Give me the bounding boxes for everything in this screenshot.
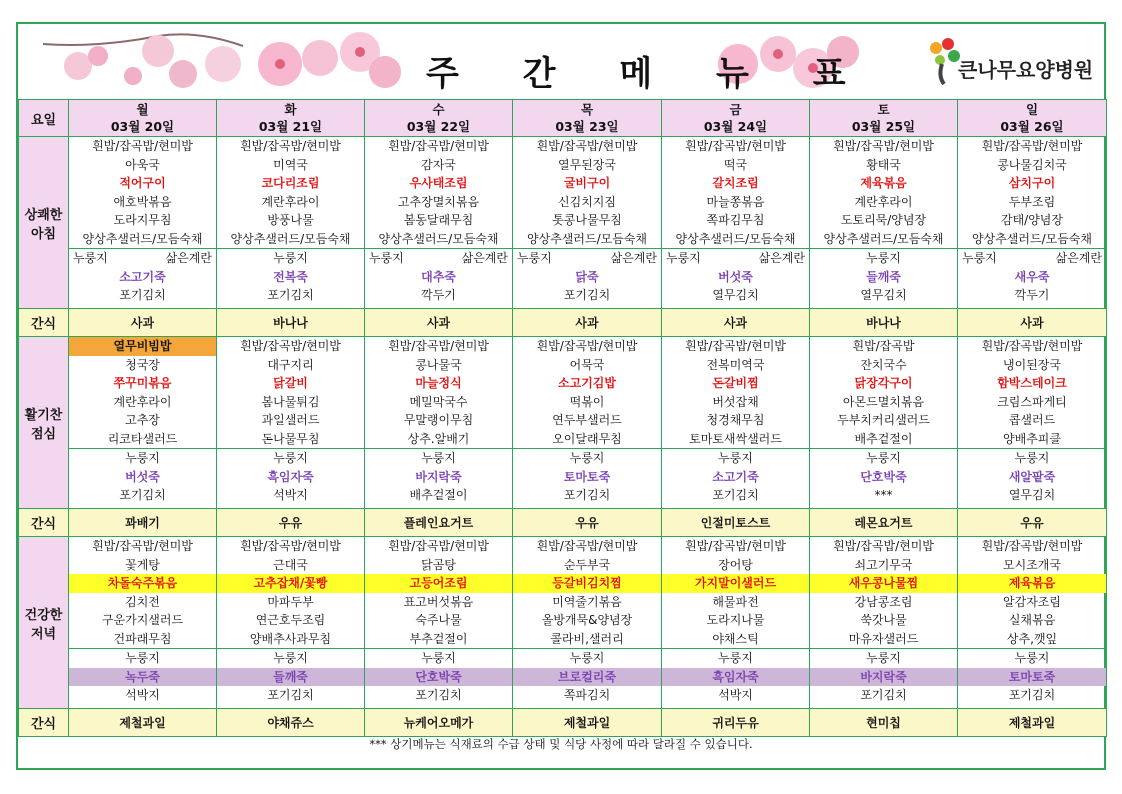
menu-item: 떡국 xyxy=(723,157,748,172)
porridge: 브로컬리죽 xyxy=(513,668,661,687)
menu-item-main: 고등어조림 xyxy=(365,574,512,593)
day-label: 요일 xyxy=(19,100,69,137)
dinner-cell xyxy=(513,537,662,709)
kimchi: 포기김치 xyxy=(119,488,166,502)
porridge: 버섯죽 xyxy=(125,469,160,484)
snack-cell: 우유 xyxy=(513,509,662,537)
porridge: 흑임자죽 xyxy=(662,668,809,687)
menu-item: 메밀막국수 xyxy=(409,394,468,409)
menu-item: 황태국 xyxy=(866,157,901,172)
menu-item: 마유자샐러드 xyxy=(848,631,919,646)
alt-line: 누룽지 xyxy=(958,648,1106,668)
menu-item-main: 차돌숙주볶음 xyxy=(69,574,216,593)
day-name: 화 xyxy=(284,102,297,117)
porridge: 흑임자죽 xyxy=(267,469,314,484)
snack-cell: 제철과일 xyxy=(69,709,217,737)
day-name: 목 xyxy=(580,102,594,117)
day-date: 03월 23일 xyxy=(555,119,619,134)
menu-item: 흰밥/잡곡밥/현미밥 xyxy=(685,539,786,553)
breakfast-row xyxy=(19,137,1107,309)
kimchi: 열무김치 xyxy=(1008,488,1056,502)
menu-item: 고추장멸치볶음 xyxy=(397,194,480,209)
breakfast-cell xyxy=(958,137,1107,309)
snack-cell: 인절미토스트 xyxy=(662,509,810,537)
lunch-cell xyxy=(217,337,365,509)
tree-logo-icon xyxy=(926,36,962,86)
menu-item-main: 소고기김밥 xyxy=(558,376,616,390)
day-header xyxy=(217,100,365,137)
kimchi: 석박지 xyxy=(125,688,160,702)
kimchi: 열무김치 xyxy=(712,288,759,302)
menu-item-main: 고추잡채/꽃빵 xyxy=(217,574,364,593)
menu-item: 잔치국수 xyxy=(860,357,907,372)
kimchi: 포기김치 xyxy=(267,288,314,302)
day-header xyxy=(513,100,662,137)
menu-item: 해물파전 xyxy=(712,594,759,609)
day-name: 금 xyxy=(729,102,742,117)
menu-item: 미역국 xyxy=(273,157,308,172)
alt-line: 누룽지 xyxy=(662,648,809,668)
porridge: 단호박죽 xyxy=(365,668,512,687)
menu-item: 콩나물국 xyxy=(415,357,462,372)
menu-item: 신김치지짐 xyxy=(558,194,616,209)
menu-item-main: 돈갈비찜 xyxy=(712,376,759,390)
page-title: 주 간 메 뉴 표 xyxy=(426,54,872,94)
kimchi: 포기김치 xyxy=(563,288,611,302)
kimchi: 포기김치 xyxy=(563,488,611,502)
menu-item: 톳콩나물무침 xyxy=(552,213,622,227)
menu-item: 청국장 xyxy=(125,357,160,372)
menu-item: 양배추사과무침 xyxy=(249,631,332,646)
alt-line: 누룽지 삶은계란 xyxy=(365,248,512,268)
breakfast-cell xyxy=(513,137,662,309)
menu-item: 무말랭이무침 xyxy=(403,413,474,427)
menu-item: 방풍나물 xyxy=(267,213,314,227)
menu-item: 부추겉절이 xyxy=(409,631,468,646)
alt-line: 누룽지 xyxy=(810,648,957,668)
menu-item: 마파두부 xyxy=(267,594,314,609)
breakfast-cell xyxy=(810,137,958,309)
day-name: 수 xyxy=(432,102,445,117)
day-header-row xyxy=(19,100,1107,137)
day-date: 03월 22일 xyxy=(406,119,471,134)
menu-item: 알감자조림 xyxy=(1003,594,1061,609)
porridge: 소고기죽 xyxy=(119,269,166,284)
menu-item: 두부조림 xyxy=(1008,194,1056,209)
menu-item: 흰밥/잡곡밥/현미밥 xyxy=(240,539,341,553)
alt-line: 누룽지 xyxy=(365,648,512,668)
dinner-row xyxy=(19,537,1107,709)
porridge: 바지락죽 xyxy=(415,469,462,484)
kimchi: 열무김치 xyxy=(860,288,907,302)
dinner-cell xyxy=(662,537,810,709)
menu-item: 흰밥/잡곡밥/현미밥 xyxy=(388,139,489,153)
porridge: 녹두죽 xyxy=(69,668,216,687)
breakfast-cell xyxy=(217,137,365,309)
menu-item: 오이달래무침 xyxy=(552,431,622,446)
menu-item-main: 마늘정식 xyxy=(415,376,462,390)
porridge: 버섯죽 xyxy=(718,269,753,284)
menu-item: 과일샐러드 xyxy=(261,413,320,427)
breakfast-cell xyxy=(69,137,217,309)
menu-item-main: 쭈꾸미볶음 xyxy=(113,376,172,390)
kimchi: *** xyxy=(874,488,893,502)
snack-cell: 바나나 xyxy=(217,309,365,337)
menu-item: 미역줄기볶음 xyxy=(552,594,622,609)
porridge: 단호박죽 xyxy=(860,469,907,484)
kimchi: 쪽파김치 xyxy=(563,688,611,702)
porridge: 토마토죽 xyxy=(563,469,611,484)
day-date: 03월 24일 xyxy=(703,119,768,134)
menu-item: 애호박볶음 xyxy=(113,194,172,209)
menu-item: 계란후라이 xyxy=(261,194,320,209)
menu-item: 김치전 xyxy=(125,594,160,609)
snack-cell: 레몬요거트 xyxy=(810,509,958,537)
day-header xyxy=(958,100,1107,137)
menu-item: 배추겉절이 xyxy=(854,431,913,446)
menu-item: 구운가지샐러드 xyxy=(101,613,184,627)
alt-line: 누룽지 xyxy=(662,448,809,468)
menu-item: 꽃게탕 xyxy=(125,557,160,572)
menu-item: 흰밥/잡곡밥/현미밥 xyxy=(92,539,193,553)
lunch-label: 활기찬 점심 xyxy=(19,337,69,509)
menu-item-main: 새우콩나물찜 xyxy=(810,574,957,593)
menu-item: 버섯잡채 xyxy=(712,394,759,409)
menu-item: 쇠고기무국 xyxy=(854,557,913,572)
snack-cell: 사과 xyxy=(513,309,662,337)
menu-item: 계란후라이 xyxy=(854,194,913,209)
snack-cell: 플레인요거트 xyxy=(365,509,513,537)
dinner-cell xyxy=(365,537,513,709)
menu-item: 쪽파김무침 xyxy=(706,213,765,227)
day-date: 03월 20일 xyxy=(110,119,175,134)
menu-item: 흰밥/잡곡밥/현미밥 xyxy=(92,139,193,153)
menu-item: 도라지나물 xyxy=(706,613,765,627)
day-date: 03월 21일 xyxy=(258,119,323,134)
menu-item: 아몬드멸치볶음 xyxy=(842,394,925,409)
menu-item: 강남콩조림 xyxy=(854,594,913,609)
day-header xyxy=(365,100,513,137)
porridge: 소고기죽 xyxy=(712,469,759,484)
menu-item-main: 적어구이 xyxy=(119,176,166,190)
menu-item: 근대국 xyxy=(273,557,308,572)
menu-item: 콩나물김치국 xyxy=(997,157,1067,172)
alt-line: 누룽지 삶은계란 xyxy=(513,248,661,268)
snack-row-morning xyxy=(19,309,1107,337)
porridge: 들깨죽 xyxy=(866,269,901,284)
menu-item: 봄나물튀김 xyxy=(261,394,320,409)
menu-item: 흰밥/잡곡밥/현미밥 xyxy=(388,539,489,553)
menu-item: 연근호두조림 xyxy=(255,613,326,627)
alt-line: 누룽지 xyxy=(69,448,216,468)
menu-item: 고추장 xyxy=(125,413,160,427)
alt-line: 누룽지 xyxy=(69,648,216,668)
alt-line: 누룽지 삶은계란 xyxy=(69,248,216,268)
breakfast-label: 상쾌한 아침 xyxy=(19,137,69,309)
day-header xyxy=(810,100,958,137)
kimchi: 석박지 xyxy=(273,488,308,502)
menu-item: 흰밥/잡곡밥/현미밥 xyxy=(536,339,638,353)
menu-item: 양상추샐러드/모듬숙채 xyxy=(82,231,203,246)
menu-item: 숙주나물 xyxy=(415,613,462,627)
porridge: 전복죽 xyxy=(273,269,308,284)
snack-cell: 뉴케어오메가 xyxy=(365,709,513,737)
snack-cell: 야채쥬스 xyxy=(217,709,365,737)
menu-item-main: 등갈비김치찜 xyxy=(513,574,661,593)
kimchi: 깍두기 xyxy=(421,288,456,302)
snack-cell: 사과 xyxy=(69,309,217,337)
menu-item: 양상추샐러드/모듬숙채 xyxy=(972,231,1092,246)
menu-item: 돈나물무침 xyxy=(261,431,320,446)
menu-item-special: 열무비빔밥 xyxy=(69,337,217,356)
snack-cell: 사과 xyxy=(365,309,513,337)
menu-item-main: 제육볶음 xyxy=(958,574,1106,593)
menu-item: 흰밥/잡곡밥/현미밥 xyxy=(981,539,1083,553)
lunch-cell xyxy=(958,337,1107,509)
menu-item: 흰밥/잡곡밥/현미밥 xyxy=(240,139,341,153)
menu-item: 감태/양념장 xyxy=(1000,213,1063,227)
day-date: 03월 26일 xyxy=(1000,119,1064,134)
menu-item: 닭곰탕 xyxy=(421,557,456,572)
lunch-cell xyxy=(513,337,662,509)
menu-item-main: 가지말이샐러드 xyxy=(662,574,809,593)
cherry-blossom-center-left xyxy=(240,28,410,94)
menu-item: 아욱국 xyxy=(125,157,160,172)
menu-item: 콜라비,샐러리 xyxy=(550,631,624,646)
alt-line: 누룽지 xyxy=(810,248,957,268)
menu-item: 흰밥/잡곡밥/현미밥 xyxy=(981,339,1083,353)
menu-item: 흰밥/잡곡밥/현미밥 xyxy=(388,339,489,353)
menu-item: 올방개묵&양념장 xyxy=(541,613,633,627)
menu-item: 도토리묵/양념장 xyxy=(840,213,927,227)
porridge: 토마토죽 xyxy=(958,668,1106,687)
snack-cell: 제철과일 xyxy=(958,709,1107,737)
alt-line: 누룽지 삶은계란 xyxy=(958,248,1106,268)
weekly-menu-table xyxy=(18,99,1107,737)
snack-cell: 제철과일 xyxy=(513,709,662,737)
menu-item-main: 굴비구이 xyxy=(563,176,611,190)
alt-line: 누룽지 xyxy=(958,448,1106,468)
alt-line: 누룽지 xyxy=(217,648,364,668)
menu-item: 마늘쫑볶음 xyxy=(706,194,765,209)
menu-item: 상추.알배기 xyxy=(407,431,470,446)
menu-item: 크림스파게티 xyxy=(997,394,1067,409)
menu-item-main: 닭갈비 xyxy=(273,376,308,390)
menu-item: 야채스틱 xyxy=(712,631,759,646)
menu-item-main: 갈치조림 xyxy=(712,176,759,190)
menu-item: 순두부국 xyxy=(563,557,611,572)
menu-item: 건파래무침 xyxy=(113,631,172,646)
menu-item: 양상추샐러드/모듬숙채 xyxy=(527,231,647,246)
menu-item: 흰밥/잡곡밥/현미밥 xyxy=(536,539,638,553)
day-name: 토 xyxy=(877,102,890,117)
menu-item-main: 삼치구이 xyxy=(1008,176,1056,190)
header xyxy=(18,24,1104,99)
menu-item: 봄동달래무침 xyxy=(403,213,474,227)
kimchi: 배추겉절이 xyxy=(409,488,468,502)
menu-item: 리코타샐러드 xyxy=(107,431,178,446)
lunch-row xyxy=(19,337,1107,509)
menu-item: 연두부샐러드 xyxy=(552,413,622,427)
alt-line: 누룽지 xyxy=(513,648,661,668)
kimchi: 포기김치 xyxy=(267,688,314,702)
hospital-name: 큰나무요양병원 xyxy=(958,58,1094,82)
kimchi: 포기김치 xyxy=(119,288,166,302)
menu-item: 청경채무침 xyxy=(706,413,765,427)
menu-item: 콥샐러드 xyxy=(1008,413,1056,427)
menu-item: 흰밥/잡곡밥/현미밥 xyxy=(536,139,638,153)
snack-label: 간식 xyxy=(19,309,69,337)
menu-item: 양상추샐러드/모듬숙채 xyxy=(823,231,944,246)
alt-line: 누룽지 xyxy=(513,448,661,468)
menu-item: 흰밥/잡곡밥/현미밥 xyxy=(685,339,786,353)
snack-cell: 우유 xyxy=(217,509,365,537)
menu-item: 표고버섯볶음 xyxy=(403,594,474,609)
snack-label: 간식 xyxy=(19,709,69,737)
menu-item: 양상추샐러드/모듬숙채 xyxy=(378,231,499,246)
menu-item: 상추,깻잎 xyxy=(1006,631,1058,646)
snack-cell: 우유 xyxy=(958,509,1107,537)
dinner-cell xyxy=(810,537,958,709)
alt-line: 누룽지 삶은계란 xyxy=(662,248,809,268)
menu-item: 흰밥/잡곡밥/현미밥 xyxy=(685,139,786,153)
menu-item: 양상추샐러드/모듬숙채 xyxy=(675,231,796,246)
dinner-cell xyxy=(69,537,217,709)
porridge: 새우죽 xyxy=(1014,269,1050,284)
menu-item: 도라지무침 xyxy=(113,213,172,227)
breakfast-cell xyxy=(662,137,810,309)
kimchi: 석박지 xyxy=(718,688,753,702)
snack-cell: 바나나 xyxy=(810,309,958,337)
kimchi: 포기김치 xyxy=(712,488,759,502)
snack-label: 간식 xyxy=(19,509,69,537)
menu-item: 모시조개국 xyxy=(1003,557,1061,572)
alt-line: 누룽지 xyxy=(217,448,364,468)
day-date: 03월 25일 xyxy=(851,119,916,134)
menu-item: 양상추샐러드/모듬숙채 xyxy=(230,231,351,246)
porridge: 닭죽 xyxy=(575,269,599,284)
menu-item: 두부치커리샐러드 xyxy=(837,413,930,427)
day-header xyxy=(69,100,217,137)
porridge: 새알팥죽 xyxy=(1008,469,1056,484)
menu-item: 냉이된장국 xyxy=(1003,357,1061,372)
lunch-cell xyxy=(662,337,810,509)
menu-item-main: 우사태조림 xyxy=(409,176,468,190)
footnote: *** 상기메뉴는 식재료의 수급 상태 및 식당 사정에 따라 달라질 수 있습니다. xyxy=(369,737,753,751)
menu-item: 토마토새싹샐러드 xyxy=(689,431,782,446)
menu-item: 감자국 xyxy=(421,157,456,172)
snack-cell: 사과 xyxy=(958,309,1107,337)
snack-cell: 사과 xyxy=(662,309,810,337)
menu-item-main: 닭장각구이 xyxy=(854,376,913,390)
lunch-cell xyxy=(810,337,958,509)
kimchi: 포기김치 xyxy=(1008,688,1056,702)
menu-item: 계란후라이 xyxy=(113,394,172,409)
menu-item: 대구지리 xyxy=(267,357,314,372)
menu-item-main: 코다리조림 xyxy=(261,176,320,190)
day-header xyxy=(662,100,810,137)
menu-item: 흰밥/잡곡밥/현미밥 xyxy=(833,539,934,553)
menu-item: 흰밥/잡곡밥/현미밥 xyxy=(981,139,1083,153)
menu-item: 흰밥/잡곡밥/현미밥 xyxy=(833,139,934,153)
menu-item: 떡볶이 xyxy=(569,394,605,409)
kimchi: 포기김치 xyxy=(415,688,462,702)
porridge: 대추죽 xyxy=(421,269,456,284)
menu-item: 전복미역국 xyxy=(706,357,765,372)
alt-line: 누룽지 xyxy=(365,448,512,468)
menu-item: 실채볶음 xyxy=(1008,613,1056,627)
porridge: 바지락죽 xyxy=(810,668,957,687)
snack-cell: 현미칩 xyxy=(810,709,958,737)
menu-frame xyxy=(16,22,1106,770)
alt-line: 누룽지 xyxy=(810,448,957,468)
breakfast-cell xyxy=(365,137,513,309)
lunch-cell xyxy=(69,337,217,509)
porridge: 들깨죽 xyxy=(217,668,364,687)
dinner-cell xyxy=(217,537,365,709)
snack-cell: 꽈배기 xyxy=(69,509,217,537)
menu-item: 쑥갓나물 xyxy=(860,613,907,627)
snack-row-afternoon xyxy=(19,509,1107,537)
menu-item: 흰밥/잡곡밥 xyxy=(852,339,915,353)
menu-item: 열무된장국 xyxy=(558,157,616,172)
cherry-blossom-branch-left xyxy=(38,26,248,96)
snack-row-evening xyxy=(19,709,1107,737)
menu-item: 흰밥/잡곡밥/현미밥 xyxy=(240,339,341,353)
kimchi: 포기김치 xyxy=(860,688,907,702)
dinner-cell xyxy=(958,537,1107,709)
menu-item-main: 제육볶음 xyxy=(860,176,907,190)
kimchi: 깍두기 xyxy=(1014,288,1050,302)
day-name: 월 xyxy=(136,102,149,117)
alt-line: 누룽지 xyxy=(217,248,364,268)
menu-item: 장어탕 xyxy=(718,557,753,572)
day-name: 일 xyxy=(1025,102,1039,117)
dinner-label: 건강한 저녁 xyxy=(19,537,69,709)
snack-cell: 귀리두유 xyxy=(662,709,810,737)
lunch-cell xyxy=(365,337,513,509)
menu-item-main: 함박스테이크 xyxy=(997,376,1067,390)
menu-item: 양배추피클 xyxy=(1003,431,1061,446)
hospital-logo xyxy=(924,32,1104,92)
menu-item: 어묵국 xyxy=(569,357,605,372)
